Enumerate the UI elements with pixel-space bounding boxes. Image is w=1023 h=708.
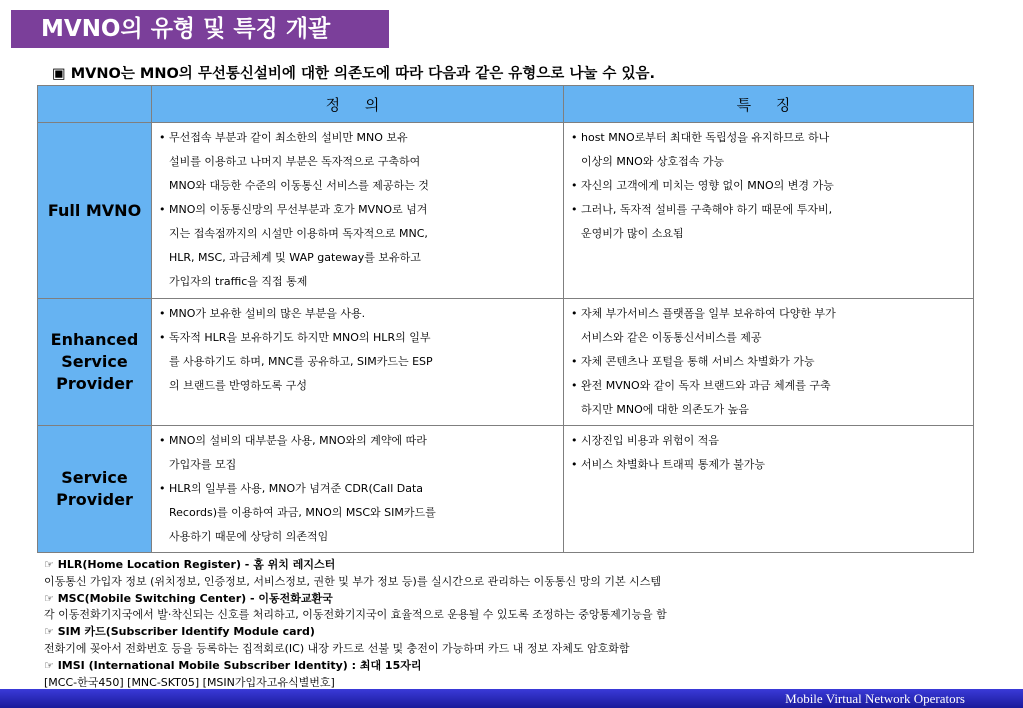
definition-cell [152, 426, 564, 553]
text-line: 하지만 MNO에 대한 의존도가 높음 [581, 403, 749, 416]
feature-item [571, 453, 967, 477]
footer-bar [0, 689, 1023, 708]
note-heading-hlr: ☞ HLR(Home Location Register) - 홈 위치 레지스터 [44, 558, 336, 571]
row-name-enhanced-service-provider [38, 299, 152, 426]
table-row [38, 123, 974, 299]
text-line: • 자체 부가서비스 플랫폼을 일부 보유하여 다양한 부가 [581, 307, 836, 320]
definition-item [159, 477, 557, 549]
definition-item [159, 326, 557, 398]
text-line: 서비스와 같은 이동통신서비스를 제공 [581, 331, 762, 344]
feature-item [571, 198, 967, 246]
text-line: • 완전 MVNO와 같이 독자 브랜드와 과금 체계를 구축 [581, 379, 831, 392]
note-text-sim: 전화기에 꽂아서 전화번호 등을 등록하는 집적회로(IC) 내장 카드로 선불 및 충전이 가능하며 카드 내 정보 자체도 암호화함 [44, 641, 630, 655]
text-line: • 시장진입 비용과 위험이 적음 [581, 434, 720, 447]
row-name-line: Provider [56, 374, 133, 393]
features-cell [564, 426, 974, 553]
row-name-line: Enhanced [50, 330, 139, 349]
text-line: • MNO의 이동통신망의 무선부분과 호가 MVNO로 넘겨 [169, 203, 428, 216]
feature-item [571, 374, 967, 422]
note-heading-sim: ☞ SIM 카드(Subscriber Identify Module card) [44, 625, 315, 639]
note-heading-msc: ☞ MSC(Mobile Switching Center) - 이동전화교환국 [44, 591, 333, 605]
text-line: • 서비스 차별화나 트래픽 통제가 불가능 [581, 458, 766, 471]
text-line: 사용하기 때문에 상당히 의존적임 [169, 530, 329, 543]
row-name-line: Service [61, 468, 128, 487]
note-text-msc: 각 이동전화기지국에서 발·착신되는 신호를 처리하고, 이동전화기지국이 효율적으로 운용될 수 있도록 조정하는 중앙통제기능을 함 [44, 608, 667, 622]
definition-cell [152, 299, 564, 426]
text-line: • MNO의 설비의 대부분을 사용, MNO와의 계약에 따라 [169, 434, 427, 447]
text-line: 이상의 MNO와 상호접속 가능 [581, 155, 725, 168]
note-heading-imsi: ☞ IMSI (International Mobile Subscriber Identity) : 최대 15자리 [44, 658, 422, 672]
row-name-line: Service [61, 352, 128, 371]
text-line: 가입자의 traffic을 직접 통제 [169, 275, 308, 288]
text-line: • 무선접속 부분과 같이 최소한의 설비만 MNO 보유 [169, 131, 408, 144]
text-line: HLR, MSC, 과금체계 및 WAP gateway를 보유하고 [169, 251, 421, 264]
feature-item [571, 126, 967, 174]
text-line: 의 브랜드를 반영하도록 구성 [169, 379, 308, 392]
text-line: 운영비가 많이 소요됨 [581, 227, 684, 240]
text-line: • 자체 콘텐츠나 포털을 통해 서비스 차별화가 가능 [581, 355, 815, 368]
footer-title: Mobile Virtual Network Operators [785, 691, 965, 706]
mvno-type-table [37, 85, 974, 553]
definition-cell [152, 123, 564, 299]
header-definition: 정 의 [152, 86, 564, 123]
text-line: • 그러나, 독자적 설비를 구축해야 하기 때문에 투자비, [581, 203, 833, 216]
table-row [38, 299, 974, 426]
text-line: • 자신의 고객에게 미치는 영향 없이 MNO의 변경 가능 [581, 179, 834, 192]
page-title: MVNO의 유형 및 특징 개괄 [11, 10, 389, 48]
note-text-imsi: [MCC-한국450] [MNC-SKT05] [MSIN가입자고유식별번호] [44, 675, 335, 689]
text-line: 가입자를 모집 [169, 458, 237, 471]
row-name-line: Full MVNO [47, 200, 142, 220]
header-empty [38, 86, 152, 123]
definition-item [159, 429, 557, 477]
feature-item [571, 302, 967, 350]
text-line: • 독자적 HLR을 보유하기도 하지만 MNO의 HLR의 일부 [169, 331, 431, 344]
text-line: • host MNO로부터 최대한 독립성을 유지하므로 하나 [581, 131, 830, 144]
text-line: 지는 접속점까지의 시설만 이용하며 독자적으로 MNC, [169, 227, 428, 240]
definition-item [159, 126, 557, 198]
definition-item [159, 198, 557, 294]
feature-item [571, 174, 967, 198]
row-name-line: Provider [56, 490, 133, 509]
text-line: • HLR의 일부를 사용, MNO가 넘겨준 CDR(Call Data [169, 482, 424, 495]
row-name-service-provider [38, 426, 152, 553]
glossary-notes [44, 557, 667, 691]
table-header-row [38, 86, 974, 123]
feature-item [571, 350, 967, 374]
features-cell [564, 123, 974, 299]
text-line: • MNO가 보유한 설비의 많은 부분을 사용. [169, 307, 366, 320]
definition-item [159, 302, 557, 326]
feature-item [571, 429, 967, 453]
page-subtitle: ▣ MVNO는 MNO의 무선통신설비에 대한 의존도에 따라 다음과 같은 유형으로 나눌 수 있음. [52, 66, 656, 82]
table-row [38, 426, 974, 553]
header-features: 특 징 [564, 86, 974, 123]
text-line: 를 사용하기도 하며, MNC를 공유하고, SIM카드는 ESP [169, 355, 433, 368]
text-line: Records)를 이용하여 과금, MNO의 MSC와 SIM카드를 [169, 506, 436, 519]
row-name-full-mvno [38, 123, 152, 299]
text-line: MNO와 대등한 수준의 이동통신 서비스를 제공하는 것 [169, 179, 429, 192]
note-text-hlr: 이동통신 가입자 정보 (위치정보, 인증정보, 서비스정보, 권한 및 부가 정보 등)를 실시간으로 관리하는 이동통신 망의 기본 시스템 [44, 574, 661, 588]
features-cell [564, 299, 974, 426]
text-line: 설비를 이용하고 나머지 부분은 독자적으로 구축하여 [169, 155, 421, 168]
